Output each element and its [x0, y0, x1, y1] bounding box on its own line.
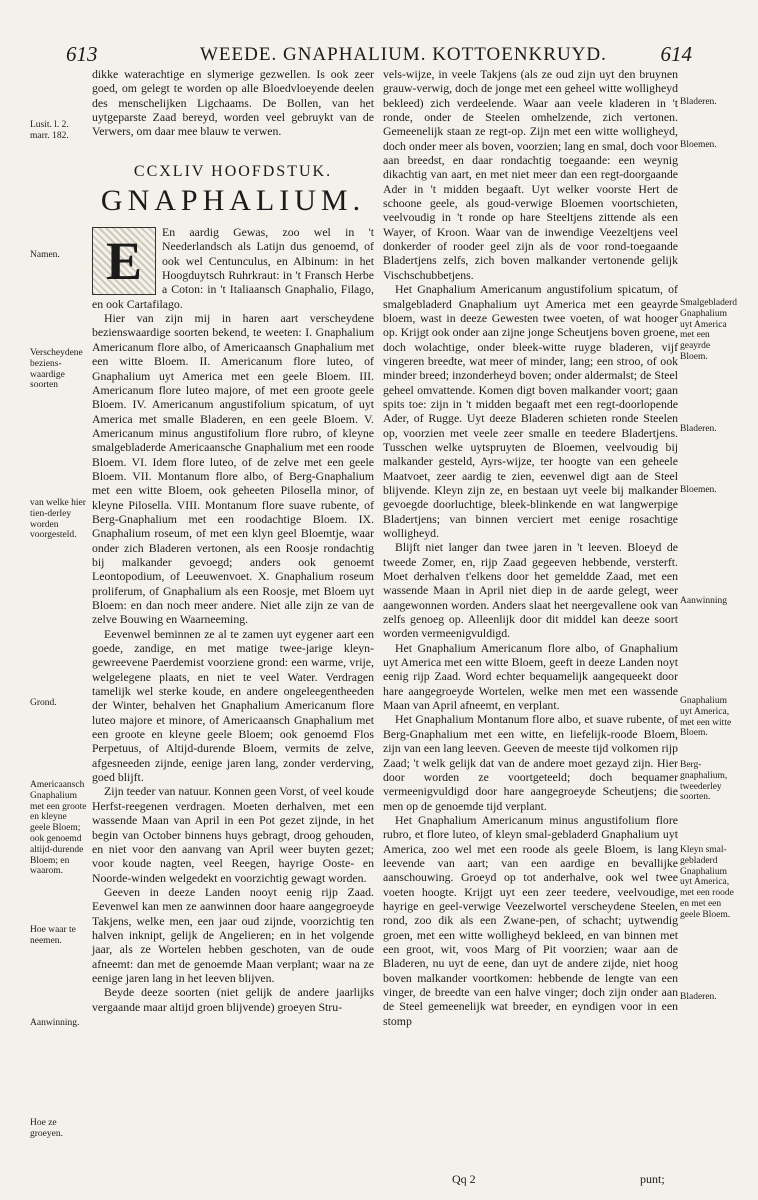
margin-note-bladeren-1: Bladeren.	[680, 97, 717, 107]
paragraph-r2: Het Gnaphalium Americanum angustifolium spicatum, of smalgebladerd Gnaphalium uyt America met een geayrde bloem, wast in deeze Gewesten twee voeten, of wat hooger op. Krijgt ook onder aan zijne jonge Scheutjens boven groene, doch wolachtige, onder bleek-witte ruyge bladeren, vijf vingeren breedte, wat meer of minder, lang; een stroo, of ook minder breed; inzonderheyd boven; onder aldermalst; de Steel geheel omvattende. Komen digt boven malkander voort; gaan spits toe: zijn in 't midden begaaft met een regt-doorlopende Ader, of Rugge. Uyt deeze Bladeren schieten ronde Steelen op, voorzien met veele zeer smalle en teedere Bladertjens. Tusschen welke uytspruyten de Bloemen, veelvoudig bij malkander gesteld, Ayrs-wijze, ter hoogte van een geheele Maatvoet, zeer aardig te zien, eevenwel digt aan de Steel blijvende. Kleyn zijn ze, en bestaan uyt veele bij malkander gevoegde doorluchtige, bleek-blinkende en wat langwerpige Bladertjens; van binnen verciert met eenige rosachtige wolligheyd.	[383, 282, 678, 540]
paragraph-aanwinning: Geeven in deeze Landen nooyt eenig rijp Zaad. Eevenwel kan men ze aanwinnen door haare aangegroeyde Takjens, welke men, een jaar oud zijnde, voorzichtig ten halven inknipt, gelijk de Angelieren; en in het volgende jaar, als ze Wortelen hebben geschoten, van de oude afneemt: dan met de genoemde Maan verplant; waar na ze eenige jaren lang in het leeven blijven.	[92, 884, 374, 985]
margin-note-lusit: Lusit. l. 2. marr. 182.	[30, 120, 69, 141]
margin-note-americ: Americaansch Gnaphalium met een groote en kleyne geele Bloem; ook genoemd altijd-durende Bloem; en waarom.	[30, 780, 87, 877]
paragraph-natuur: Zijn teeder van natuur. Konnen geen Vorst, of veel koude Herfst-reegenen verdragen. Moeten derhalven, met een wassende Maan van April in een Pot gezet zijnde, in het begin van October binnens huys gebragt, droog gehouden, en niet voor den aanvang van April weer buyten gezet; voor koude nagten, veel Reegen, hayrige Ooste- en Noorde-winden welgedekt en voorzichtig gewagt worden.	[92, 784, 374, 885]
margin-note-grond: Grond.	[30, 698, 57, 708]
paragraph-r4: Het Gnaphalium Americanum flore albo, of Gnaphalium uyt America met een witte Bloem, geeft in deeze Landen noyt eenig rijp Zaad. Word echter bequamelijk aangequeekt door hare aangegroeyde Wortelen, welke men met een wassende Maan van April afneemt, en verplant.	[383, 640, 678, 713]
margin-note-bladeren-2: Bladeren.	[680, 424, 717, 434]
margin-note-gnaph-witte: Gnaphalium uyt America, met een witte Bloem.	[680, 696, 732, 739]
margin-note-kleyn: Kleyn smal-gebladerd Gnaphalium uyt America, met een roode en met een geele Bloem.	[680, 845, 734, 920]
margin-note-welke: van welke hier tien-derley worden voorgesteld.	[30, 498, 86, 541]
chapter-title: GNAPHALIUM.	[100, 184, 366, 218]
paragraph-grond: Eevenwel beminnen ze al te zamen uyt eygener aart een goede, zandige, en met matige twee-jarige kleyn-gewreevene Paerdemist voorziene grond: een warme, vrije, welgelegene plaats, en niet te veel Water. Verdragen tamelijk wel sterke koude, en andere ongeleegentheeden der Winter, behalven het Gnaphalium Americanum flore luteo majore et minore, of Americaansch Gnaphalium met een groote en kleyne geele Bloem; ook genoemd Flos Perpetuus, of Altijd-durende Bloem, vermits de zelve, afgesneeden zijnde, eenige jaren lang, zonder verderving, goed blijft.	[92, 626, 374, 785]
paragraph-r1: vels-wijze, in veele Takjens (als ze oud zijn uyt den bruynen grauw-verwig, doch de jonge met een geheel witte wolligheyd bekleed) zich verdeelende. Waar aan veele kladeren in 't ronde, onder de Steelen omhelzende, zich vertonen. Gemeenelijk staan ze regt-op. Zijn met een witte wolligheyd, doch onder meer als boven, voorzien; lang en smal, doch voor aan breedst, en daar rondachtig toegaande: een weynig dikachtig van aart, en met niet meer dan een regt-doorgaande Ader in 't midden begaaft. Uyt welker voorste Hert de schoone geele, als goud-verwige Bloemen voortschieten, veelvoudig in 't ronde op hare Steeltjens zittende als een Wayer, of Kroon. Waar van de inwendige Veezeltjens veel donkerder of rooder geel zijn als de voor rond-toegaande Bladertjens zelfs, zich boven malkander vertonende gelijk Vischschubbetjens.	[383, 67, 678, 282]
paragraph-soorten: Hier van zijn mij in haren aart verscheydene bezienswaardige soorten bekend, te weeten: I. Gnaphalium Americanum flore albo, of Americaansch Gnaphalium met een witte Bloem. II. Americanum flore luteo, of Gnaphalium uyt America met een geele Bloem. III. Americanum flore luteo majore, of met een groote geele Bloem. IV. Americanum angustifolium spicatum, of uyt America met smalle Bladeren, en een geele Bloem. V. Americanum minus angustifolium flore rubro, of kleyne smalgebladerde Americaansche Gnaphalium met een roode Bloem. VI. Idem flore luteo, of de zelve met een geele Bloem. VII. Montanum flore albo, of Berg-Gnaphalium met een witte Bloem, ook geheeten Pilosella minor, of kleyne Pilosella. VIII. Montanum flore suave rubente, of Berg-Gnaphalium met een roodachtige Bloem. IX. Gnaphalium roseum, of met een klyn geel Bloemtje, waar onder zich Bladeren vertonen, als een Roosje rondachtig bij malkander gevoegd; anders ook genoemt Leontopodium, of Leeuwenvoet. X. Gnaphalium roseum proliferum, of Gnaphalium als een Roosje, met Bloem uyt Bloem: en dan noch meer andere. Niet alle zijn ze van de zelve Bouwing en Waarneeming.	[92, 311, 374, 627]
margin-note-bladeren-3: Bladeren.	[680, 992, 717, 1002]
margin-note-hoe: Hoe waar te neemen.	[30, 925, 76, 946]
paragraph-top: dikke waterachtige en slymerige gezwellen. Is ook zeer goed, om gelegt te worden op alle Bloedvloeyende deelen des menschelijken Ligchaams. De Bollen, van het uytgeparste Zaad bereyd, worden veel gebruykt van de Verwers, om daar mee blauw te verwen.	[92, 67, 374, 139]
paragraph-groeyen: Beyde deeze soorten (niet gelijk de andere jaarlijks vergaande maar altijd groen blijvende) groeyen Stru-	[92, 985, 374, 1014]
margin-note-bloemen-1: Bloemen.	[680, 140, 717, 150]
chapter-heading: CCXLIV HOOFDSTUK.	[133, 162, 333, 180]
margin-note-soorten: Verscheydene beziens-waardige soorten	[30, 348, 83, 391]
running-title: WEEDE. GNAPHALIUM. KOTTOENKRUYD.	[200, 44, 607, 65]
paragraph-r5: Het Gnaphalium Montanum flore albo, et suave rubente, of Berg-Gnaphalium met een witte, en liefelijk-roode Bloem, zijn van een lang leeven. Geeven de meeste tijd volkomen rijp Zaad; 't welk gelijk dat van de andere moet gezayd zijn. Hier door worden ze voortgeteeld; doch bequamer vermeenigvuldigd door hare aangegroeyde Scheutjens; die men op de genoemde tijd verplant.	[383, 712, 678, 813]
margin-note-bloemen-2: Bloemen.	[680, 485, 717, 495]
margin-note-aanwinning-right: Aanwinning	[680, 596, 727, 606]
margin-note-smal: Smalgebladerd Gnaphalium uyt America met een geayrde Bloem.	[680, 298, 737, 362]
margin-note-aanwinning: Aanwinning.	[30, 1018, 80, 1028]
paragraph-r6: Het Gnaphalium Americanum minus angustifolium flore rubro, et flore luteo, of kleyn smal-gebladerd Gnaphalium uyt America, zoo wel met een roode als geele Bloem, is lang leevende van aart; van een aardige en bevallijke aanschouwing. Groeyd op tot anderhalve, ook wel twee voeten hoogte. Krijgt uyt een zeer teedere, veelvoudige, hayrige en geel-verwige Veezelwortel verscheydene Steelen, rond, zoo dik als een Zwane-pen, of schacht; uytwendig groen, met een witte wolligheyd bekleed, en van binnen met een groot, wit, voos Marg of Pit voorzien; waar aan de Bladeren, nu uyt de eene, dan uyt de andere zijde, niet hoog boven malkander voortkomen: hebbende de lengte van een vinger, de breedte van een halve vinger; doch zijn onder aan de Steel gemeenelijk wat breeder, en eyndigen voor in een stomp	[383, 812, 678, 1028]
margin-note-berg: Berg-gnaphalium, tweederley soorten.	[680, 760, 728, 803]
signature-mark: Qq 2	[452, 1172, 476, 1186]
left-column	[92, 67, 374, 1014]
page-number-right: 614	[660, 42, 692, 66]
catchword: punt;	[640, 1172, 665, 1186]
margin-note-namen: Namen.	[30, 250, 60, 260]
margin-note-groeyen: Hoe ze groeyen.	[30, 1118, 63, 1139]
page-number-left: 613	[66, 42, 98, 66]
paragraph-r3: Blijft niet langer dan twee jaren in 't leeven. Bloeyd de tweede Zomer, en, rijp Zaad gegeeven hebbende, versterft. Moet derhalven t'elkens door het gemeldde Zaad, met een wassende Maan in April niet diep in de aarde gelegt, weer aangewonnen worden. Anders slaat het neergevallene ook van zelfs genoeg op. Alleenlijk door dit middel kan deeze soort worden vermeenigvuldigd.	[383, 540, 678, 641]
right-column	[383, 67, 678, 1028]
paragraph-namen: En aardig Gewas, zoo wel in 't Neederlandsch als Latijn dus genoemd, of ook wel Centunculus, en Albinum: in het Hoogduytsch Ruhrkraut: in 't Fransch Herbe a Coton: in 't Italiaansch Gnaphalio, Filago, en ook Cartafilago.	[92, 225, 374, 311]
drop-capital: E	[92, 227, 156, 295]
